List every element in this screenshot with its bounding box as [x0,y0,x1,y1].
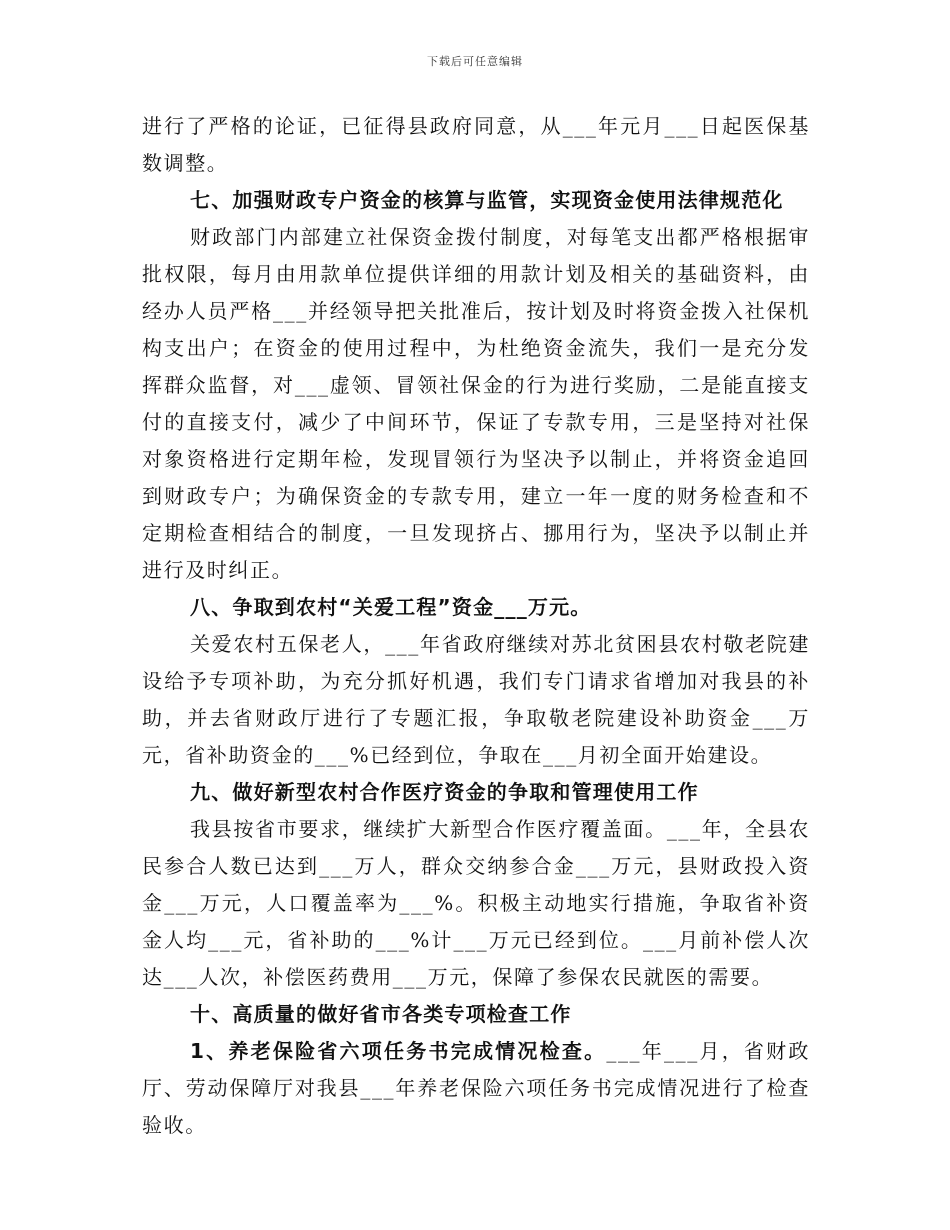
section-heading-10: 十、高质量的做好省市各类专项检查工作 [190,1002,572,1026]
section-heading-8: 八、争取到农村“关爱工程”资金___万元。 [190,595,592,619]
document-body [142,108,810,1144]
paragraph-continuation: 进行了严格的论证，已征得县政府同意，从___年元月___日起医保基数调整。 [142,114,810,175]
subsection-text: ___年___月，省财政厅、劳动保障厅对我县___年养老保险六项任务书完成情况进行了检查验收。 [142,1039,810,1137]
section-body-9: 我县按省市要求，继续扩大新型合作医疗覆盖面。___年，全县农民参合人数已达到___万人，群众交纳参合金___万元，县财政投入资金___万元，人口覆盖率为___%。积极主动地实行措施，争取省补资金人均___元，省补助的___%计___万元已经到位。___月前补偿人次达___人次，补偿医药费用___万元，保障了参保农民就医的需要。 [142,817,810,989]
section-body-8: 关爱农村五保老人，___年省政府继续对苏北贫困县农村敬老院建设给予专项补助，为充分抓好机遇，我们专门请求省增加对我县的补助，并去省财政厅进行了专题汇报，争取敬老院建设补助资金___万元，省补助资金的___%已经到位，争取在___月初全面开始建设。 [142,632,810,767]
section-heading-7: 七、加强财政专户资金的核算与监管，实现资金使用法律规范化 [190,188,784,212]
page-header: 下载后可任意编辑 [427,55,523,68]
section-heading-9: 九、做好新型农村合作医疗资金的争取和管理使用工作 [190,780,699,804]
section-body-10 [142,1033,810,1144]
subsection-lead: 1、养老保险省六项任务书完成情况检查。 [190,1039,607,1063]
section-body-7: 财政部门内部建立社保资金拨付制度，对每笔支出都严格根据审批权限，每月由用款单位提供详细的用款计划及相关的基础资料，由经办人员严格___并经领导把关批准后，按计划及时将资金拨入社保机构支出户；在资金的使用过程中，为杜绝资金流失，我们一是充分发挥群众监督，对___虚领、冒领社保金的行为进行奖励，二是能直接支付的直接支付，减少了中间环节，保证了专款专用，三是坚持对社保对象资格进行定期年检，发现冒领行为坚决予以制止，并将资金追回到财政专户；为确保资金的专款专用，建立一年一度的财务检查和不定期检查相结合的制度，一旦发现挤占、挪用行为，坚决予以制止并进行及时纠正。 [142,225,810,582]
